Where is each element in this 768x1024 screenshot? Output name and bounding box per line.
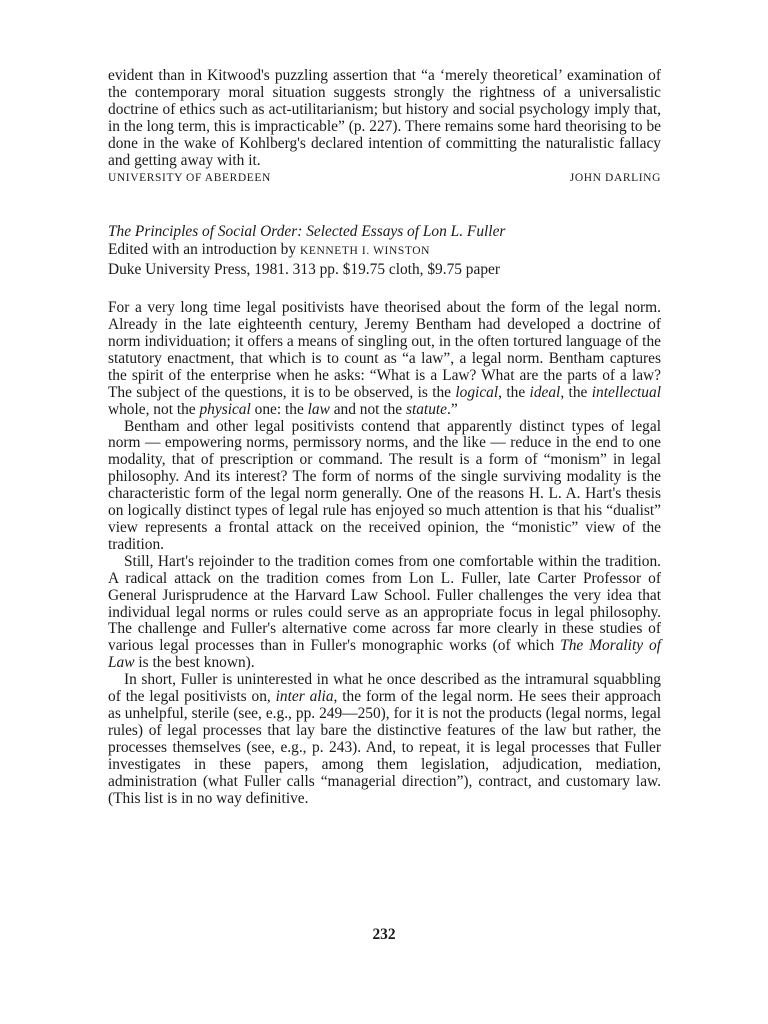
book-editor — [108, 241, 661, 261]
reviewer-name: JOHN DARLING — [569, 172, 661, 185]
review-paragraph-4: In short, Fuller is uninterested in what he once described as the intramural squabbling of the legal positivists on, inter alia, the form of the legal norm. He sees their approach as unhelpful, sterile (see, e.g., pp. 249—250), for it is not the products (legal norms, legal rules) of legal processes that lay bare the distinctive features of the law but rather, the processes themselves (see, e.g., p. 243). And, to repeat, it is legal processes that Fuller investigates in these papers, among them legislation, adjudication, mediation, administration (what Fuller calls “managerial direction”), contract, and customary law. (This list is in no way definitive. — [108, 671, 661, 807]
editor-name: KENNETH I. WINSTON — [299, 245, 431, 258]
reviewer-affiliation: UNIVERSITY OF ABERDEEN — [108, 172, 271, 185]
review-heading — [108, 223, 661, 278]
review-paragraph-1: For a very long time legal positivists have theorised about the form of the legal norm. Already in the late eighteenth century, Jeremy Bentham had developed a doctrine of norm individuation; it offers a means of singling out, in the often tortured language of the statutory enactment, that which is to count as “a law”, a legal norm. Bentham captures the spirit of the enterprise when he asks: “What is a Law? What are the parts of a law? The subject of the questions, it is to be observed, is the logical, the ideal, the intellectual whole, not the physical one: the law and not the statute.” — [108, 299, 661, 418]
reviewer-signature — [108, 171, 661, 185]
previous-review-ending — [108, 68, 661, 807]
review-paragraph-3: Still, Hart's rejoinder to the tradition comes from one comfortable within the tradition. A radical attack on the tradition comes from Lon L. Fuller, late Carter Professor of General Jurisprudence at the Harvard Law School. Fuller challenges the very idea that individual legal norms or rules could serve as an appropriate focus in legal philosophy. The challenge and Fuller's alternative come across far more clearly in these studies of various legal processes than in Fuller's monographic works (of which The Morality of Law is the best known). — [108, 552, 661, 672]
review-body — [108, 300, 661, 807]
editor-prefix: Edited with an introduction by — [108, 241, 297, 259]
book-publisher: Duke University Press, 1981. 313 pp. $19.75 cloth, $9.75 paper — [108, 260, 500, 278]
previous-review-text: evident than in Kitwood's puzzling assertion that “a ‘merely theoretical’ examination of the contemporary moral situation suggests strongly the rightness of a universalistic doctrine of ethics such as act-utilitarianism; but history and social psychology imply that, in the long term, this is impracticable” (p. 227). There remains some hard theorising to be done in the wake of Kohlberg's declared intention of committing the naturalistic fallacy and getting away with it. — [108, 67, 661, 169]
book-title: The Principles of Social Order: Selected Essays of Lon L. Fuller — [108, 223, 506, 241]
review-paragraph-2: Bentham and other legal positivists contend that apparently distinct types of legal norm — empowering norms, permissory norms, and the like — reduce in the end to one modality, that of prescription or command. The result is a form of “monism” in legal philosophy. And its interest? The form of norms of the single surviving modality is the characteristic form of the legal norm generally. One of the reasons H. L. A. Hart's thesis on logically distinct types of legal rule has enjoyed so much attention is that his “dualist” view represents a frontal attack on the received opinion, the “monistic” view of the tradition. — [108, 417, 661, 553]
page-number: 232 — [372, 926, 396, 943]
